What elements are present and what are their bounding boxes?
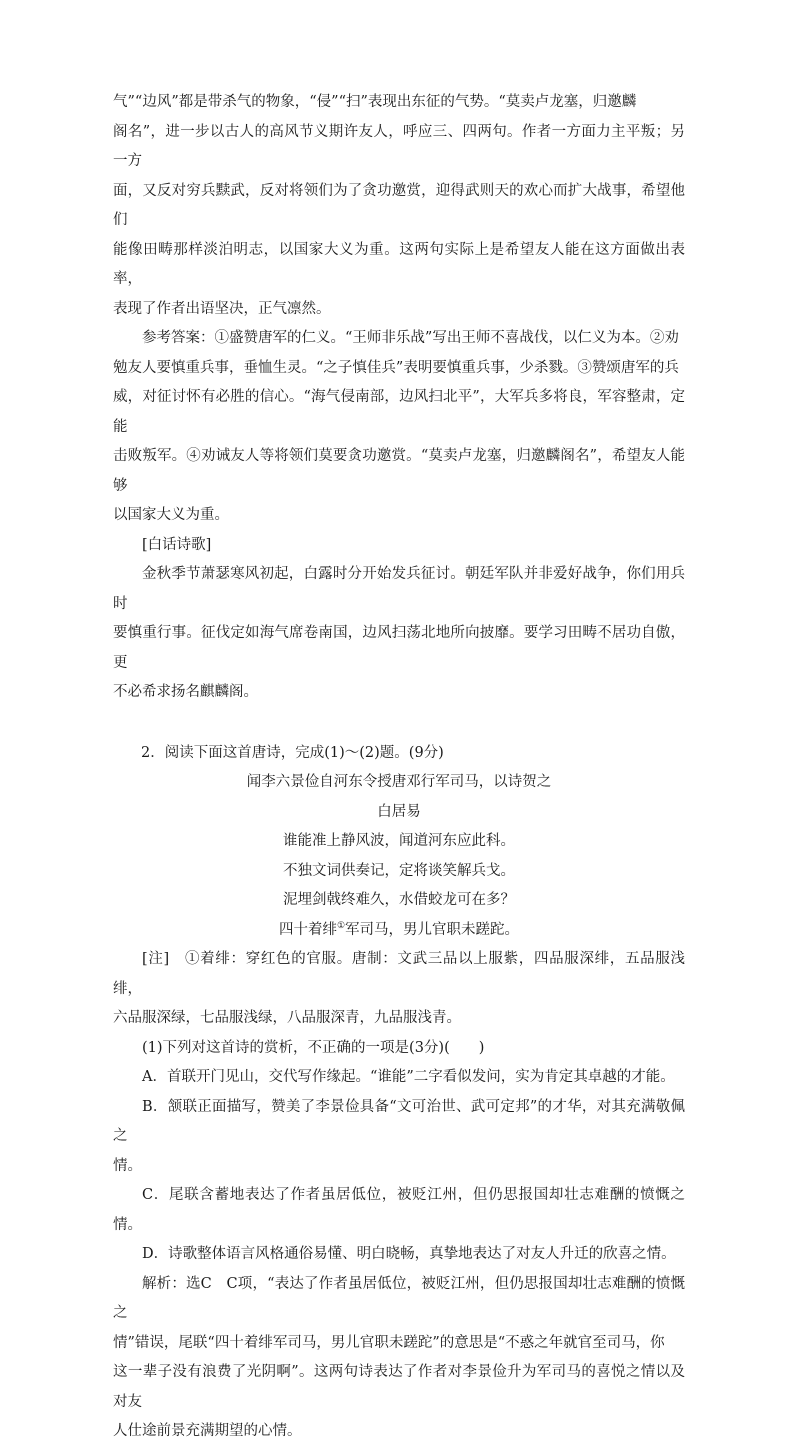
- explanation-line: 解析：选C C项，“表达了作者虽居低位，被贬江州，但仍思报国却壮志难酬的愤慨之: [113, 1275, 685, 1321]
- poem-line: [113, 916, 685, 946]
- page-content: [113, 88, 685, 1447]
- poem-line: 不独文词供奏记，定将谈笑解兵戈。: [283, 862, 515, 879]
- explanation-line: 这一辈子没有浪费了光阴啊”。这两句诗表达了作者对李景俭升为军司马的喜悦之情以及对友: [113, 1364, 685, 1410]
- poem-line-part: 四十着绯: [278, 921, 337, 938]
- plain-poem-section: [113, 531, 685, 708]
- text-line: 表现了作者出语坚决，正气凛然。: [113, 300, 331, 317]
- question-2: [113, 739, 685, 1447]
- option-b: B．颔联正面描写，赞美了李景俭具备“文可治世、武可定邦”的才华，对其充满敬佩之: [113, 1098, 685, 1144]
- poem-line: 泥埋剑戟终难久，水借蛟龙可在多？: [283, 892, 515, 908]
- option-b-cont: 情。: [113, 1157, 142, 1174]
- explanation-line: 人仕途前景充满期望的心情。: [113, 1423, 302, 1439]
- poem-line-part: 军司马，男儿官职未蹉跎。: [345, 921, 520, 938]
- explanation-line: 情”错误，尾联“四十着绯军司马，男儿官职未蹉跎”的意思是“不惑之年就官至司马，你: [113, 1334, 665, 1351]
- option-d: D．诗歌整体语言风格通俗易懂、明白晓畅，真挚地表达了对友人升迁的欣喜之情。: [142, 1246, 676, 1262]
- text-line: 面，又反对穷兵黩武，反对将领们为了贪功邀赏，迎得武则天的欢心而扩大战事，希望他们: [113, 182, 685, 228]
- text-line: 气”“边风”都是带杀气的物象，“侵”“扫”表现出东征的气势。“莫卖卢龙塞，归邀麟: [113, 94, 637, 110]
- text-line: 阁名”，进一步以古人的高风节义期许友人，呼应三、四两句。作者一方面力主平叛；另一方: [113, 123, 685, 169]
- question-prompt: 2．阅读下面这首唐诗，完成(1)～(2)题。(9分): [141, 744, 444, 761]
- note-line: [注] ①着绯：穿红色的官服。唐制：文武三品以上服紫，四品服深绯，五品服浅绯，: [113, 951, 685, 997]
- text-line: 要慎重行事。征伐定如海气席卷南国，边风扫荡北地所向披靡。要学习田畴不居功自傲，更: [113, 625, 685, 671]
- footnote-marker: ①: [336, 920, 346, 931]
- option-c: C．尾联含蓄地表达了作者虽居低位，被贬江州，但仍思报国却壮志难酬的愤慨之情。: [113, 1187, 685, 1233]
- text-line: 勉友人要慎重兵事，垂恤生灵。“之子慎佳兵”表明要慎重兵事，少杀戮。③赞颂唐军的兵: [113, 359, 679, 376]
- text-line: 以国家大义为重。: [113, 507, 229, 523]
- note-line: 六品服深绿，七品服浅绿，八品服深青，九品服浅青。: [113, 1010, 461, 1026]
- analysis-paragraph: [113, 88, 685, 324]
- text-line: 击败叛军。④劝诫友人等将领们莫要贪功邀赏。“莫卖卢龙塞，归邀麟阁名”，希望友人能够: [113, 448, 685, 494]
- poem-title: 闻李六景俭自河东令授唐邓行军司马，以诗贺之: [246, 774, 552, 790]
- text-line: 不必希求扬名麒麟阁。: [113, 684, 258, 700]
- sub-question-prompt: (1)下列对这首诗的赏析，不正确的一项是(3分)( ): [142, 1039, 485, 1056]
- poem-line: 谁能准上静风波，闻道河东应此科。: [283, 833, 515, 849]
- text-line: 参考答案：①盛赞唐军的仁义。“王师非乐战”写出王师不喜战伐，以仁义为本。②劝: [142, 330, 679, 346]
- option-a: A．首联开门见山，交代写作缘起。“谁能”二字看似发问，实为肯定其卓越的才能。: [142, 1069, 675, 1085]
- poem-author: 白居易: [377, 803, 421, 820]
- section-heading: [白话诗歌]: [142, 536, 212, 553]
- reference-answer: [113, 324, 685, 531]
- text-line: 金秋季节萧瑟寒风初起，白露时分开始发兵征讨。朝廷军队并非爱好战争，你们用兵时: [113, 566, 685, 612]
- text-line: 威，对征讨怀有必胜的信心。“海气侵南部，边风扫北平”，大军兵多将良，军容整肃，定能: [113, 389, 685, 435]
- text-line: 能像田畴那样淡泊明志，以国家大义为重。这两句实际上是希望友人能在这方面做出表率，: [113, 241, 685, 287]
- spacer: [113, 708, 685, 739]
